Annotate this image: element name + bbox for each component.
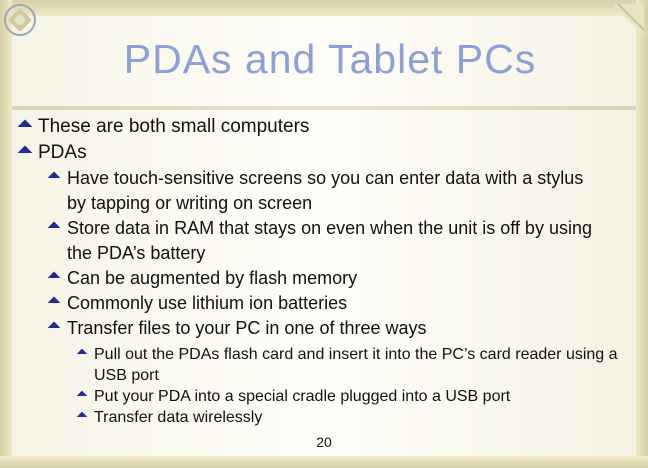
sub-sub-bullet-item [77, 386, 628, 407]
sub-sub-bullet-item [77, 407, 628, 428]
frame-bottom [0, 456, 648, 468]
diamond-bullet-icon [77, 349, 88, 360]
bullet-text: PDAs [38, 142, 87, 163]
diamond-bullet-icon [77, 391, 88, 402]
diamond-bullet-icon [48, 322, 61, 335]
sub-bullet-item [48, 216, 601, 266]
slide-title: PDAs and Tablet PCs [123, 36, 537, 82]
bullet-text: Transfer data wirelessly [94, 409, 263, 426]
diamond-bullet-icon [48, 172, 61, 185]
sub-bullet-item [48, 291, 628, 316]
corner-ornament-top-right [608, 0, 648, 40]
bullet-list [18, 114, 628, 428]
diamond-bullet-icon [18, 146, 33, 161]
bullet-text: Commonly use lithium ion batteries [67, 293, 348, 313]
diamond-bullet-icon [48, 272, 61, 285]
diamond-bullet-icon [48, 297, 61, 310]
bullet-text: Put your PDA into a special cradle plugged into a USB port [94, 388, 511, 405]
page-number: 20 [316, 434, 332, 450]
bullet-text: Transfer files to your PC in one of three ways [67, 318, 427, 338]
title-divider [12, 106, 636, 110]
bullet-text: Have touch-sensitive screens so you can enter data with a stylus by tapping or writing on screen [67, 168, 584, 213]
sub-sub-bullet-item [77, 344, 626, 386]
bullet-text: Can be augmented by flash memory [67, 268, 358, 288]
sub-bullet-item [48, 316, 628, 341]
bullet-item [18, 114, 628, 140]
sub-bullet-item [48, 266, 628, 291]
bullet-item [18, 140, 628, 166]
bullet-text: Pull out the PDAs flash card and insert it into the PC’s card reader using a USB port [94, 346, 618, 384]
frame-top [0, 0, 648, 16]
diamond-bullet-icon [48, 222, 61, 235]
diamond-bullet-icon [18, 120, 33, 135]
frame-left [0, 0, 12, 468]
frame-right [636, 0, 648, 468]
diamond-bullet-icon [77, 412, 88, 423]
bullet-text: These are both small computers [38, 116, 310, 137]
corner-ornament-top-left [0, 0, 40, 40]
bullet-text: Store data in RAM that stays on even when the unit is off by using the PDA’s battery [67, 218, 592, 263]
sub-bullet-item [48, 166, 601, 216]
